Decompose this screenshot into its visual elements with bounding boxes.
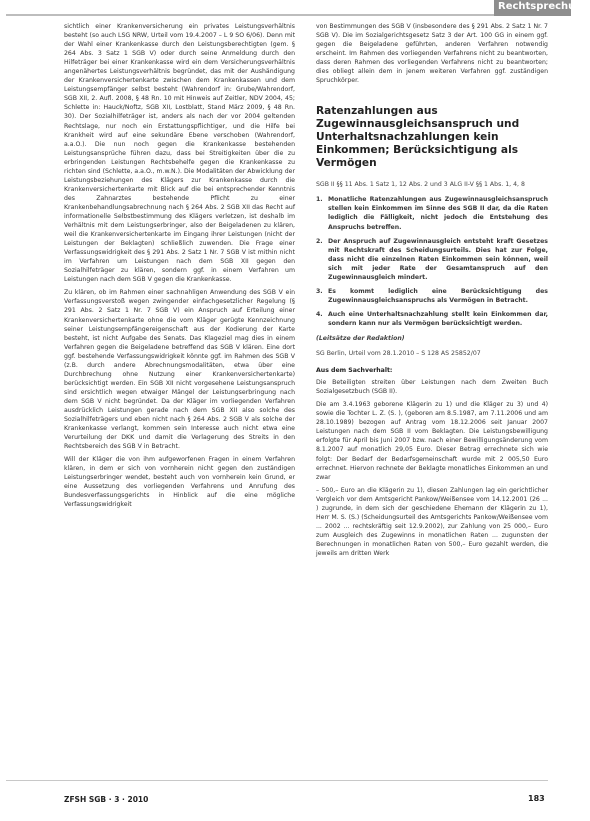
headnote-item: [316, 195, 548, 231]
facts-heading: Aus dem Sachverhalt:: [316, 367, 393, 375]
headnote-number: 4.: [316, 310, 323, 318]
right-column: [316, 22, 548, 782]
left-paragraph: sichtlich einer Krankenversicherung ein privates Leistungsverhältnis besteht (so auch LSG NRW, Urteil vom 19.4.2007 – L 9 SO 6/06). Denn mit der Wahl einer Krankenkasse durch den Leistungsberechtigten (gem. § 264 Abs. 3 Satz 1 SGB V) oder durch seine Anmeldung durch den Hilfeträger bei einer Krankenkasse wird ein dem Versicherungsverhältnis angenähertes Leistungsverhältnis begründet, das mit der Aushändigung der Krankenversichertenkarte zwischen dem Krankenkassen und dem Leistungsempfänger selbst besteht (Wahrendorf in: Grube/Wahrendorf, SGB XII, 2. Aufl. 2008, § 48 Rn. 10 mit Hinweis auf Zeitler, NDV 2004, 45; Schlette in: Hauck/Noftz, SGB XII, Lostblatt, Stand März 2009, § 48 Rn. 30). Der Sozialhilfeträger ist, anders als nach der vor 2004 geltenden Rechtslage, nur noch ein Erstattungspflichtiger, und die Hilfe bei Krankheit wird auf eine sekundäre Ebene verschoben (Wahrendorf, a.a.O.). Die nun noch gegen die Krankenkasse bestehenden Leistungsansprüche führen dazu, dass bei Streitigkeiten über die zu erbringenden Leistungen Rechtsbehelfe gegen die Krankenkasse zu richten sind (Schlette, a.a.O., m.w.N.). Die Modalitäten der Abwicklung der Leistungsbeziehungen des Klägers zur Krankenkasse durch die Krankenversichertenkarte mit Blick auf die bei entsprechender Kenntnis des Zahnarztes bestehende Pflicht zu einer Krankenbehandlungsabrechnung nach § 264 Abs. 2 SGB XII das Recht auf informationelle Selbstbestimmung des Klägers verletzen, ist deshalb im Verhältnis mit dem Leistungserbringer, also der Beigeladenen zu klären, weil die Krankenversichertenkarte im Eingang ihrer Leistungen (nicht der Leistungen der Beklagten) schließlich zuwenden. Die Frage einer Verfassungswidrigkeit des § 291 Abs. 2 Satz 1 Nr. 7 SGB V ist mithin nicht im Verfahren um Leistungen nach dem SGB XII gegen den Sozialhilfeträger zu klären, sondern ggf. in einem Verfahren um Leistungen nach dem SGB V gegen die Krankenkasse.: [64, 23, 295, 284]
left-paragraph: Will der Kläger die von ihm aufgeworfenen Fragen in einem Verfahren klären, in dem er sich von vornherein nicht gegen den zuständigen Leistungserbringer wendet, besteht auch von vornherein kein Grund, er eine Aussetzung des vorliegenden Verfahrens und Anrufung des Bundesverfassungsgerichts in Hinblick auf die eine mögliche Verfassungswidrigkeit: [64, 456, 295, 509]
headnote-item: [316, 237, 548, 282]
headnote-item: [316, 310, 548, 328]
headnote-text: Der Anspruch auf Zugewinnausgleich entsteht kraft Gesetzes mit Rechtskraft des Scheidungsurteils. Dies hat zur Folge, dass nicht die einzelnen Raten Einkommen sein können, weil sich mit jeder Rate der Gesamtanspruch auf den Zugewinnausgleich mindert.: [328, 237, 548, 281]
statute-citation: SGB II §§ 11 Abs. 1 Satz 1, 12 Abs. 2 und 3 ALG II-V §§ 1 Abs. 1, 4, 8: [316, 181, 525, 189]
court-reference: SG Berlin, Urteil vom 28.1.2010 – S 128 AS 25852/07: [316, 350, 481, 358]
right-intro-paragraph: von Bestimmungen des SGB V (insbesondere des § 291 Abs. 2 Satz 1 Nr. 7 SGB V). Die im Sozialgerichtsgesetz Satz 3 der Art. 100 GG in einem ggf. gegen die Beigeladene geführten, anderen Verfahren notwendig erscheint. Im Rahmen des vorliegenden Verfahrens nicht zu beantworten, dass deren Rahmen des vorliegenden Verfahrens nicht zu beantworten; dies obliegt allein dem in jenem weiteren Verfahren ggf. zuständigen Spruchkörper.: [316, 23, 548, 85]
facts-paragraph: – 500,– Euro an die Klägerin zu 1), diesen Zahlungen lag ein gerichtlicher Vergleich vor dem Amtsgericht Pankow/Weißensee vom 14.12.2001 (26 ... ) zugrunde, in dem sich der geschiedene Ehemann der Klägerin zu 1), Herr M. S. (S.) (Scheidungsurteil des Amtsgerichts Pankow/Weißensee vom ... 2002 ... rechtskräftig seit 12.9.2002), zur Zahlung von 25 000,– Euro zum Ausgleich des Zugewinns in monatlichen Raten ... zugunsten der Berechnungen in monatlichen Raten von 500,– Euro gezahlt werden, die jeweils am dritten Werk: [316, 486, 548, 557]
headnote-text: Monatliche Ratenzahlungen aus Zugewinnausgleichsanspruch stellen kein Einkommen im Sinne des SGB II dar, da die Raten lediglich die Fälligkeit, nicht jedoch die Entstehung des Anspruchs betreffen.: [328, 196, 548, 231]
section-label-bar: [494, 0, 590, 16]
article-heading: Ratenzahlungen aus Zugewinnausgleichsanspruch und Unterhaltsnachzahlungen kein Einkommen; Berücksichtigung als Vermögen: [316, 105, 520, 170]
headnotes-list: [316, 195, 548, 328]
facts-paragraph: Die am 3.4.1963 geborene Klägerin zu 1) und die Kläger zu 3) und 4) sowie die Tochter L. Z. (S. ), (geboren am 8.5.1987, am 7.11.2006 und am 28.10.1989) bezogen auf Antrag vom 18.12.2006 seit Januar 2007 Leistungen nach dem SGB II vom Beklagten. Die Leistungsbewilligung erfolgte für April bis Juni 2007 bzw. nach einer Bewilligungsänderung vom 8.1.2007 auf monatlich 29,05 Euro. Dieser Betrag errechnete sich wie folgt: Der Bedarf der Bedarfsgemeinschaft wurde mit 2 005,50 Euro errechnet. Hiervon rechnete der Beklagte monatliches Einkommen an und zwar: [316, 401, 548, 481]
section-label: Rechtsprechung: [498, 1, 590, 12]
headnote-text: Es kommt lediglich eine Berücksichtigung des Zugewinnausgleichsanspruchs als Vermögen in Betracht.: [328, 287, 548, 304]
left-column: [64, 22, 295, 782]
left-paragraph: Zu klären, ob im Rahmen einer sachnahligen Anwendung des SGB V ein Verfassungsverstoß wegen zwingender einfachgesetzlicher Regelung (§ 291 Abs. 2 Satz 1 Nr. 7 SGB V) ein Anspruch auf Erteilung einer Krankenversichertenkarte ohne die vom Kläger gerügte Kennzeichnung seiner Leistungsempfängereigenschaft aus der Kodierung der Karte besteht, ist nicht Aufgabe des Senats. Das Klageziel mag dies in einem Verfahren gegen die Beigeladene betreffend das SGB V klären. Eine dort ggf. bestehende Verfassungswidrigkeit könnte ggf. im Rahmen des SGB V (z.B. durch andere Abrechnungsmodalitäten, etwa über eine Durchbrechung ohne Nutzung einer Krankenversichertenkarte) berücksichtigt werden. Ein SGB XII nicht vorgesehene Leistungsanspruch sind ersichtlich wegen etwaiger Mängel der Leistungserbringung nach dem SGB V nicht begründet. Da der Kläger im vorliegenden Verfahren ausdrücklich Leistungen gerade nach dem SGB XII also solche des Sozialhilfeträgers und eben nicht nach § 264 Abs. 2 SGB V als solche der Krankenkasse verlangt, kommen sein Interesse auch nicht etwa eine Verurteilung der DKK und damit die Verlagerung des Streits in den Rechtsbereich des SGB V in Betracht.: [64, 289, 295, 451]
page-number: 183: [528, 794, 545, 803]
headnote-number: 3.: [316, 287, 323, 295]
facts-paragraph: Die Beteiligten streiten über Leistungen nach dem Zweiten Buch Sozialgesetzbuch (SGB II).: [316, 379, 548, 396]
footer-rule: [6, 780, 548, 781]
footer-journal-info: ZFSH SGB · 3 · 2010: [64, 795, 149, 804]
top-rule: [6, 14, 494, 16]
editorial-credit: (Leitsätze der Redaktion): [316, 334, 405, 342]
headnote-number: 1.: [316, 196, 323, 204]
headnote-text: Auch eine Unterhaltsnachzahlung stellt kein Einkommen dar, sondern kann nur als Vermögen berücksichtigt werden.: [328, 310, 548, 327]
headnote-item: [316, 287, 548, 305]
headnote-number: 2.: [316, 237, 323, 245]
